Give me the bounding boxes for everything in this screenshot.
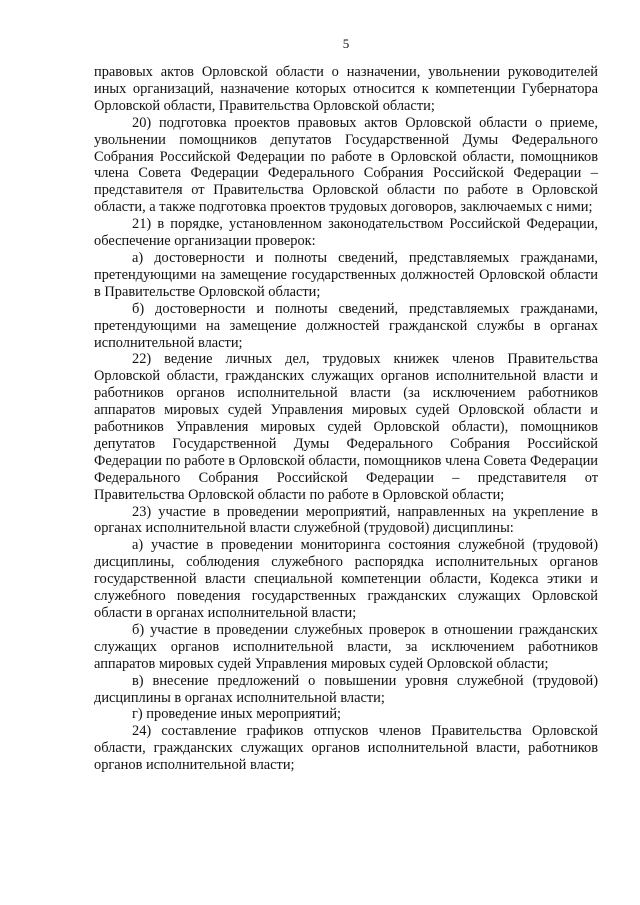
paragraph-item-20: 20) подготовка проектов правовых актов Орловской области о приеме, увольнении помощников депутатов Государственной Думы Федерального Собрания Российской Федерации по работе в Орловской области, помощников члена Совета Федерации Федерального Собрания Российской Федерации – представителя от Правительства Орловской области по работе в Орловской области, а также подготовка проектов трудовых договоров, заключаемых с ними; (94, 114, 598, 216)
paragraph-item-21a: а) достоверности и полноты сведений, представляемых гражданами, претендующими на замещение государственных должностей Орловской области в Правительстве Орловской области; (94, 249, 598, 300)
paragraph-item-21b: б) достоверности и полноты сведений, представляемых гражданами, претендующими на замещение должностей гражданской службы в органах исполнительной власти; (94, 300, 598, 351)
paragraph-item-23: 23) участие в проведении мероприятий, направленных на укрепление в органах исполнительной власти служебной (трудовой) дисциплины: (94, 503, 598, 537)
paragraph-item-23b: б) участие в проведении служебных проверок в отношении гражданских служащих органов исполнительной власти, за исключением работников аппаратов мировых судей Управления мировых судей Орловской области; (94, 621, 598, 672)
paragraph-item-23g: г) проведение иных мероприятий; (132, 706, 342, 723)
paragraph-item-21: 21) в порядке, установленном законодательством Российской Федерации, обеспечение организации проверок: (94, 216, 598, 250)
paragraph-continuation: правовых актов Орловской области о назначении, увольнении руководителей иных организаций, назначение которых относится к компетенции Губернатора Орловской области, Правительства Орловской области; (94, 64, 598, 114)
document-body (94, 64, 598, 774)
page-number: 5 (342, 36, 350, 51)
paragraph-item-23v: в) внесение предложений о повышении уровня служебной (трудовой) дисциплины в органах исполнительной власти; (94, 672, 598, 706)
paragraph-item-22: 22) ведение личных дел, трудовых книжек членов Правительства Орловской области, гражданских служащих органов исполнительной власти и работников органов исполнительной власти (за исключением работников аппаратов мировых судей Управления мировых судей Орловской области и работников Управления мировых судей Орловской области), помощников депутатов Государственной Думы Федерального Собрания Российской Федерации по работе в Орловской области, помощников члена Совета Федерации Федерального Собрания Российской Федерации – представителя от Правительства Орловской области по работе в Орловской области; (94, 351, 598, 503)
paragraph-item-23a: а) участие в проведении мониторинга состояния служебной (трудовой) дисциплины, соблюдения служебного распорядка исполнительных органов государственной власти специальной компетенции области, Кодекса этики и служебного поведения государственных гражданских служащих Орловской области в органах исполнительной власти; (94, 537, 598, 621)
paragraph-item-24: 24) составление графиков отпусков членов Правительства Орловской области, гражданских служащих органов исполнительной власти, работников органов исполнительной власти; (94, 723, 598, 774)
